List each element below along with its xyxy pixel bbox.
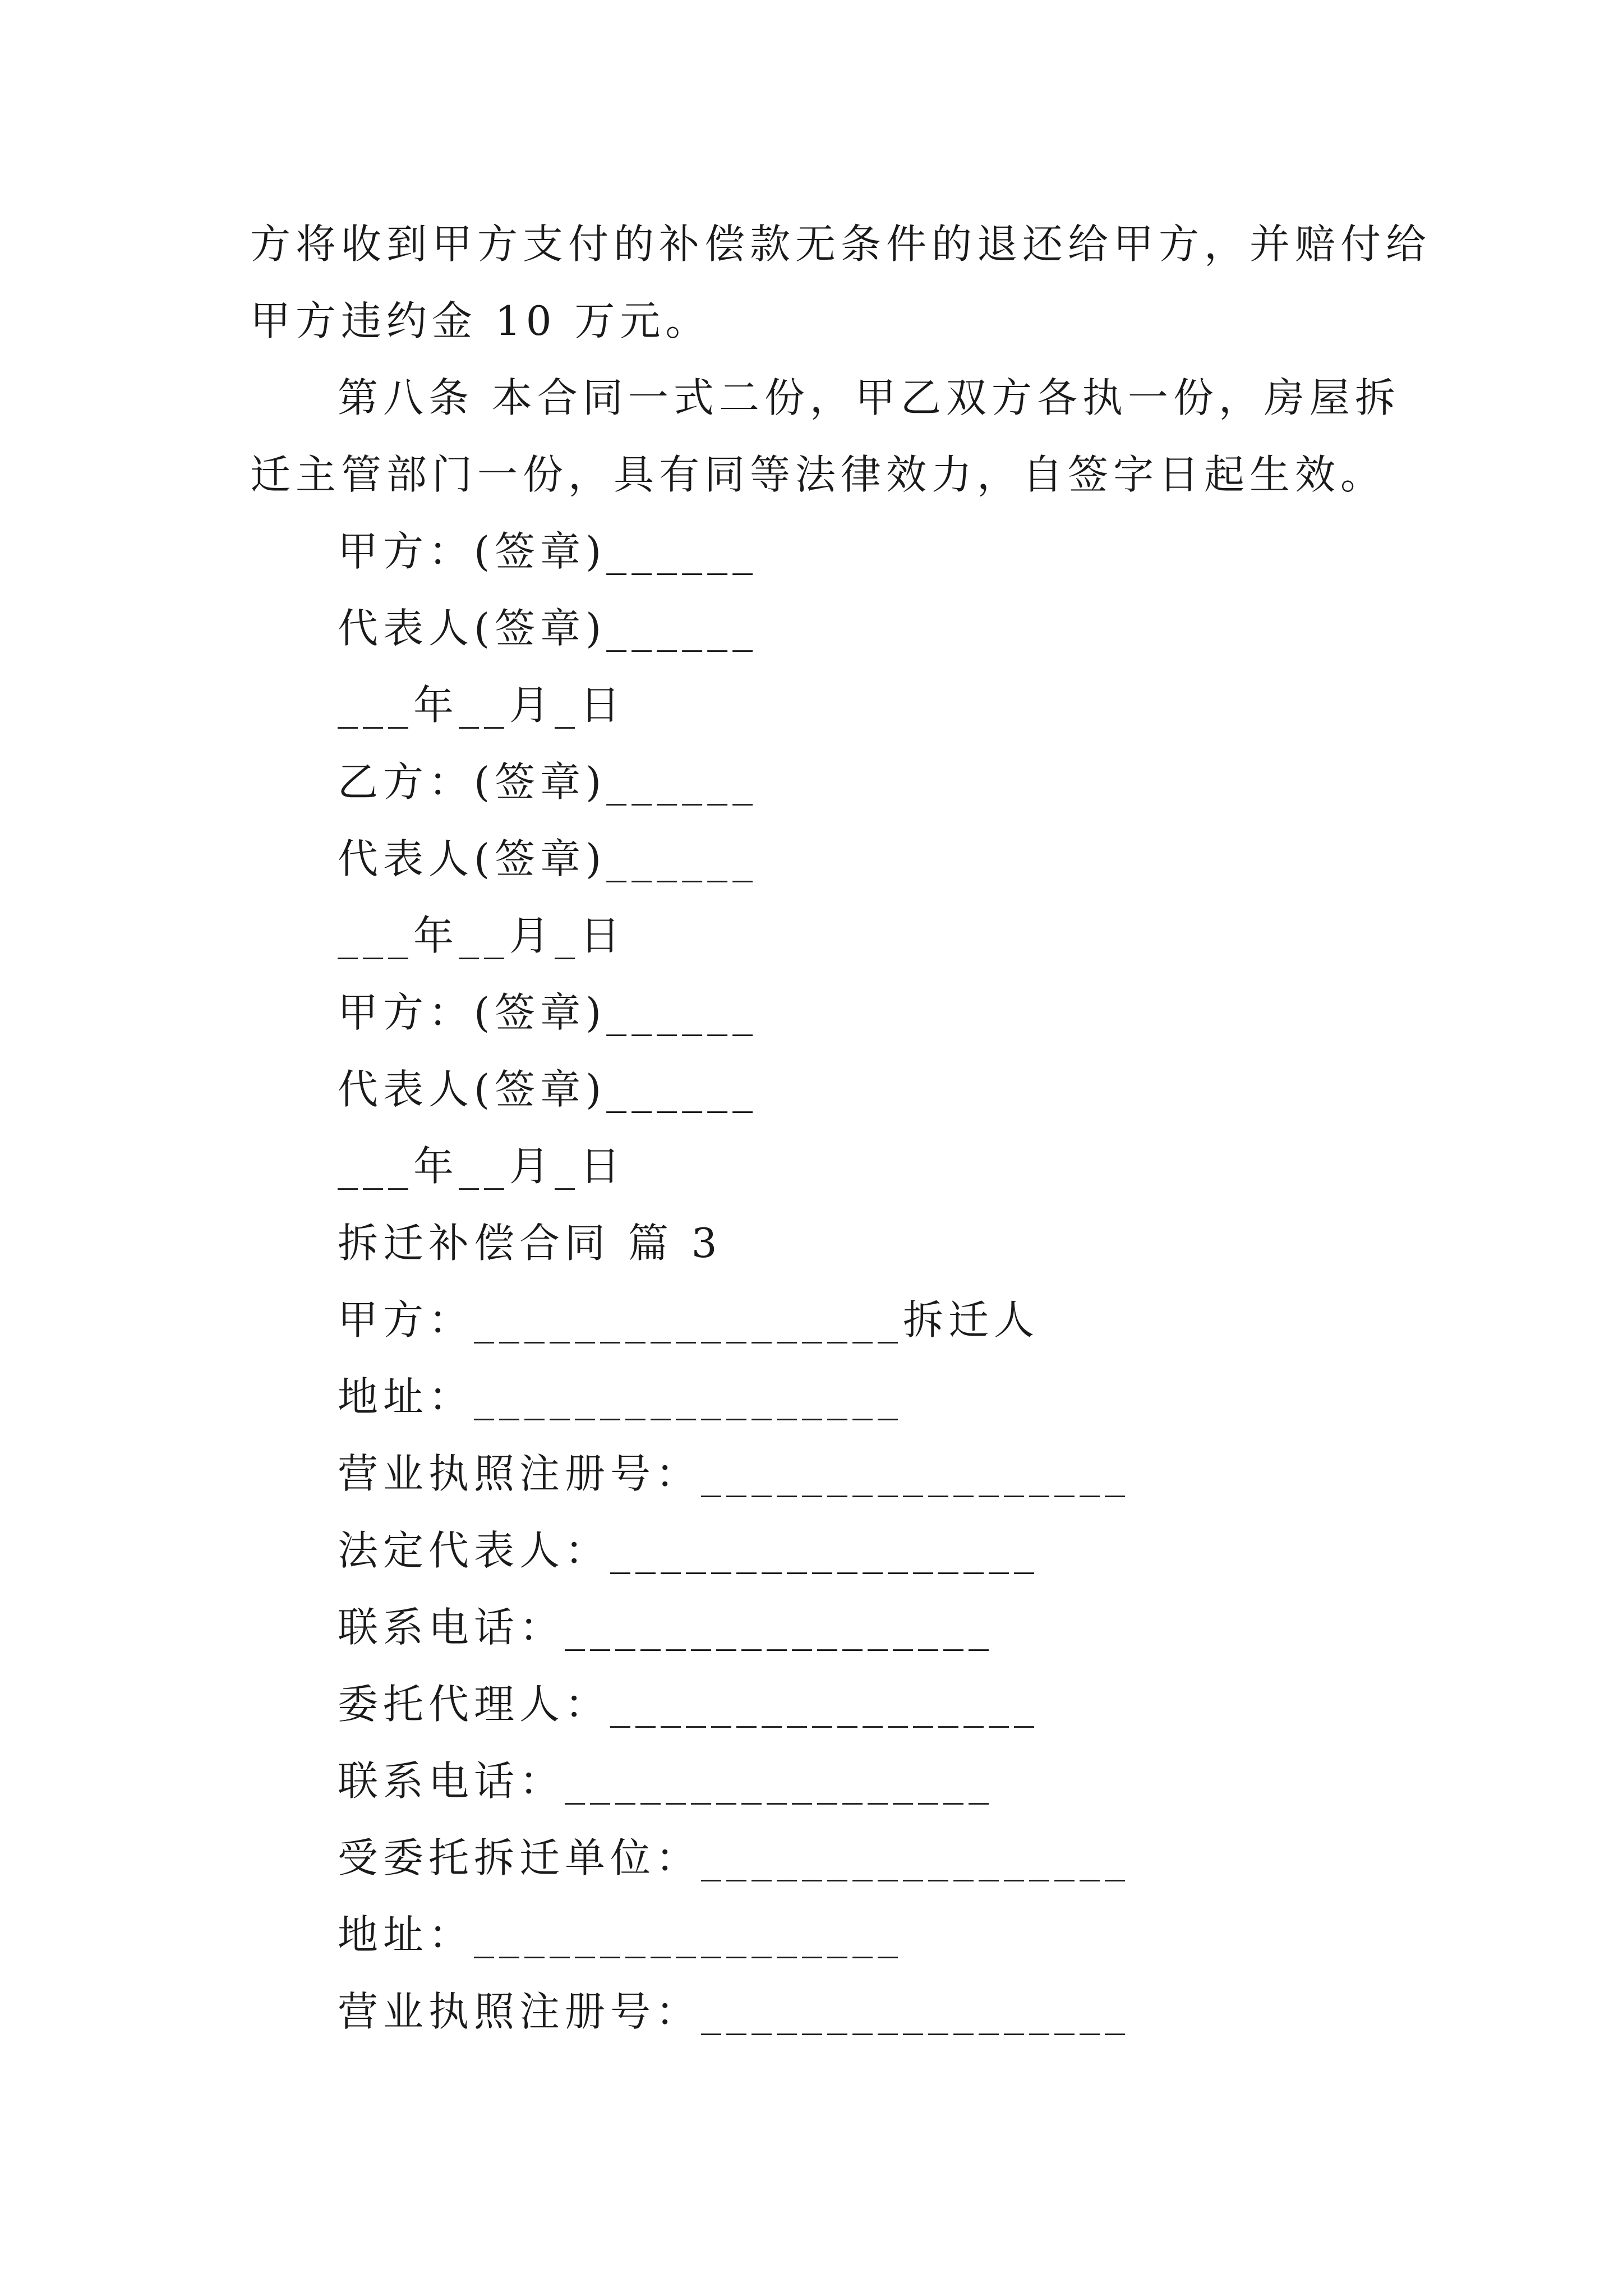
paragraph-1-line-2: 甲方违约金 10 万元。 bbox=[250, 297, 711, 344]
field-entrusted-unit: 受委托拆迁单位：_________________ bbox=[338, 1834, 1131, 1881]
paragraph-2-line-1: 第八条 本合同一式二份，甲乙双方各执一份，房屋拆 bbox=[338, 374, 1400, 421]
signature-party-a-2: 甲方：(签章)______ bbox=[338, 989, 758, 1036]
field-phone-2: 联系电话：_________________ bbox=[338, 1757, 994, 1805]
signature-date-1: ___年__月_日 bbox=[338, 682, 626, 729]
section-title: 拆迁补偿合同 篇 3 bbox=[338, 1220, 722, 1267]
signature-date-3: ___年__月_日 bbox=[338, 1143, 626, 1190]
signature-representative-2: 代表人(签章)______ bbox=[338, 835, 758, 882]
field-address-1: 地址：_________________ bbox=[338, 1373, 903, 1420]
signature-representative-3: 代表人(签章)______ bbox=[338, 1066, 758, 1113]
field-phone-1: 联系电话：_________________ bbox=[338, 1604, 994, 1651]
field-legal-representative: 法定代表人：_________________ bbox=[338, 1527, 1040, 1574]
paragraph-1-line-1: 方将收到甲方支付的补偿款无条件的退还给甲方，并赔付给 bbox=[250, 220, 1432, 268]
signature-party-b: 乙方：(签章)______ bbox=[338, 758, 758, 806]
field-business-license-2: 营业执照注册号：_________________ bbox=[338, 1988, 1131, 2035]
signature-representative-1: 代表人(签章)______ bbox=[338, 605, 758, 652]
field-party-a: 甲方：_________________拆迁人 bbox=[338, 1296, 1040, 1343]
paragraph-2-line-2: 迁主管部门一份，具有同等法律效力，自签字日起生效。 bbox=[250, 451, 1386, 498]
signature-date-2: ___年__月_日 bbox=[338, 912, 626, 959]
field-address-2: 地址：_________________ bbox=[338, 1911, 903, 1958]
signature-party-a-1: 甲方：(签章)______ bbox=[338, 528, 758, 575]
field-business-license-1: 营业执照注册号：_________________ bbox=[338, 1450, 1131, 1497]
field-agent: 委托代理人：_________________ bbox=[338, 1681, 1040, 1728]
